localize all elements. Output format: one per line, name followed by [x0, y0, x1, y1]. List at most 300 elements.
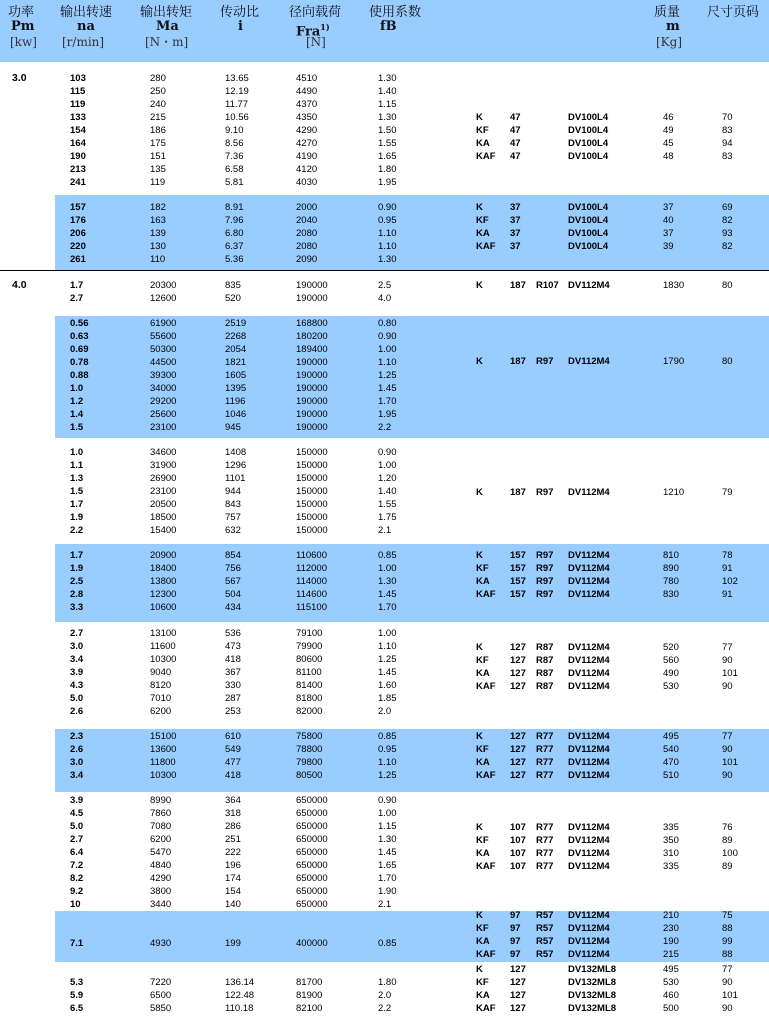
- speed-value: 133: [70, 112, 86, 123]
- speed-value: 2.5: [70, 576, 84, 587]
- torque-value: 3440: [150, 899, 172, 910]
- speed-value: 5.0: [70, 821, 84, 832]
- ratio-value: 122.48: [225, 990, 255, 1001]
- motor-model: DV112M4: [568, 770, 610, 781]
- torque-value: 12300: [150, 589, 177, 600]
- page-ref: 89: [722, 835, 733, 846]
- torque-value: 7860: [150, 808, 172, 819]
- header-power-unit: [kw]: [10, 35, 37, 49]
- ratio-value: 477: [225, 757, 241, 768]
- ratio-value: 567: [225, 576, 241, 587]
- torque-value: 280: [150, 73, 166, 84]
- speed-value: 7.2: [70, 860, 84, 871]
- speed-value: 176: [70, 215, 86, 226]
- speed-value: 1.2: [70, 396, 84, 407]
- service-factor-value: 1.30: [378, 112, 397, 123]
- mass-value: 530: [663, 681, 679, 692]
- ratio-value: 434: [225, 602, 241, 613]
- speed-value: 4.5: [70, 808, 84, 819]
- torque-value: 61900: [150, 318, 177, 329]
- model-size: 157: [510, 576, 526, 587]
- model-size: 107: [510, 861, 526, 872]
- radial-load-value: 4190: [296, 151, 318, 162]
- service-factor-value: 1.95: [378, 409, 397, 420]
- model-type: KF: [476, 215, 489, 226]
- ratio-value: 8.91: [225, 202, 244, 213]
- service-factor-value: 1.10: [378, 357, 397, 368]
- model-size: 107: [510, 835, 526, 846]
- speed-value: 2.7: [70, 628, 84, 639]
- model-pre: R87: [536, 681, 554, 692]
- torque-value: 9040: [150, 667, 172, 678]
- mass-value: 39: [663, 241, 674, 252]
- speed-value: 1.0: [70, 447, 84, 458]
- model-pre: R57: [536, 936, 554, 947]
- page-ref: 90: [722, 655, 733, 666]
- service-factor-value: 1.70: [378, 602, 397, 613]
- mass-value: 49: [663, 125, 674, 136]
- radial-load-value: 81900: [296, 990, 323, 1001]
- ratio-value: 473: [225, 641, 241, 652]
- radial-load-value: 2040: [296, 215, 318, 226]
- radial-load-value: 112000: [296, 563, 327, 574]
- speed-value: 213: [70, 164, 86, 175]
- mass-value: 48: [663, 151, 674, 162]
- service-factor-value: 1.10: [378, 641, 397, 652]
- header-mass-unit: [Kg]: [656, 35, 683, 49]
- speed-value: 6.4: [70, 847, 84, 858]
- radial-load-value: 82100: [296, 1003, 323, 1014]
- page-ref: 69: [722, 202, 733, 213]
- ratio-value: 945: [225, 422, 241, 433]
- radial-load-value: 4370: [296, 99, 318, 110]
- radial-load-value: 650000: [296, 873, 328, 884]
- model-pre: R97: [536, 487, 554, 498]
- model-size: 37: [510, 228, 521, 239]
- model-type: KA: [476, 936, 490, 947]
- model-type: KAF: [476, 241, 496, 252]
- service-factor-value: 1.00: [378, 563, 397, 574]
- motor-model: DV112M4: [568, 910, 610, 921]
- ratio-value: 944: [225, 486, 241, 497]
- motor-model: DV112M4: [568, 668, 610, 679]
- model-type: KA: [476, 757, 490, 768]
- service-factor-value: 1.30: [378, 834, 397, 845]
- speed-value: 0.88: [70, 370, 89, 381]
- mass-value: 335: [663, 822, 679, 833]
- service-factor-value: 2.2: [378, 422, 392, 433]
- service-factor-value: 1.25: [378, 654, 397, 665]
- radial-load-value: 4490: [296, 86, 318, 97]
- radial-load-value: 4290: [296, 125, 318, 136]
- radial-load-value: 190000: [296, 280, 328, 291]
- model-pre: R57: [536, 949, 554, 960]
- radial-load-value: 650000: [296, 834, 328, 845]
- torque-value: 130: [150, 241, 166, 252]
- model-size: 127: [510, 977, 526, 988]
- speed-value: 3.3: [70, 602, 84, 613]
- page-ref: 88: [722, 923, 733, 934]
- motor-model: DV100L4: [568, 202, 609, 213]
- model-pre: R97: [536, 550, 554, 561]
- page-ref: 90: [722, 977, 733, 988]
- motor-model: DV112M4: [568, 356, 610, 367]
- model-size: 97: [510, 923, 521, 934]
- torque-value: 44500: [150, 357, 177, 368]
- torque-value: 3800: [150, 886, 172, 897]
- speed-value: 3.0: [70, 641, 84, 652]
- speed-value: 2.6: [70, 706, 84, 717]
- speed-value: 190: [70, 151, 86, 162]
- service-factor-value: 0.90: [378, 202, 397, 213]
- torque-value: 20900: [150, 550, 177, 561]
- model-type: KF: [476, 977, 489, 988]
- ratio-value: 610: [225, 731, 241, 742]
- radial-load-value: 190000: [296, 370, 328, 381]
- ratio-value: 757: [225, 512, 241, 523]
- radial-load-value: 4350: [296, 112, 318, 123]
- service-factor-value: 1.25: [378, 770, 397, 781]
- service-factor-value: 1.65: [378, 860, 397, 871]
- service-factor-value: 0.80: [378, 318, 397, 329]
- ratio-value: 2519: [225, 318, 247, 329]
- motor-model: DV112M4: [568, 563, 610, 574]
- motor-model: DV100L4: [568, 125, 609, 136]
- ratio-value: 1046: [225, 409, 247, 420]
- ratio-value: 835: [225, 280, 241, 291]
- speed-value: 2.3: [70, 731, 84, 742]
- mass-value: 470: [663, 757, 679, 768]
- model-size: 47: [510, 125, 521, 136]
- torque-value: 5850: [150, 1003, 172, 1014]
- motor-model: DV112M4: [568, 923, 610, 934]
- ratio-value: 11.77: [225, 99, 249, 110]
- header-speed-sym: na: [77, 19, 95, 34]
- speed-value: 6.5: [70, 1003, 84, 1014]
- model-type: KF: [476, 923, 489, 934]
- model-size: 107: [510, 848, 526, 859]
- service-factor-value: 0.85: [378, 550, 397, 561]
- page-ref: 90: [722, 770, 733, 781]
- model-size: 97: [510, 910, 521, 921]
- radial-load-value: 114000: [296, 576, 327, 587]
- torque-value: 20500: [150, 499, 177, 510]
- torque-value: 18400: [150, 563, 177, 574]
- speed-value: 5.0: [70, 693, 84, 704]
- model-size: 157: [510, 550, 526, 561]
- radial-load-value: 4510: [296, 73, 318, 84]
- model-size: 157: [510, 563, 526, 574]
- page-ref: 80: [722, 356, 733, 367]
- service-factor-value: 1.15: [378, 821, 397, 832]
- radial-load-value: 81100: [296, 667, 322, 678]
- motor-model: DV112M4: [568, 949, 610, 960]
- radial-load-value: 650000: [296, 886, 328, 897]
- radial-load-value: 650000: [296, 808, 328, 819]
- torque-value: 20300: [150, 280, 177, 291]
- torque-value: 23100: [150, 422, 177, 433]
- ratio-value: 536: [225, 628, 241, 639]
- motor-model: DV112M4: [568, 642, 610, 653]
- header-speed-zh: 输出转速: [60, 5, 113, 20]
- model-pre: R87: [536, 642, 554, 653]
- mass-value: 37: [663, 202, 674, 213]
- model-size: 127: [510, 668, 526, 679]
- model-size: 37: [510, 202, 521, 213]
- model-type: KA: [476, 990, 490, 1001]
- speed-value: 1.7: [70, 280, 84, 291]
- header-power-zh: 功率: [8, 5, 35, 20]
- ratio-value: 12.19: [225, 86, 249, 97]
- ratio-value: 1821: [225, 357, 247, 368]
- motor-model: DV112M4: [568, 487, 610, 498]
- radial-load-value: 75800: [296, 731, 323, 742]
- model-type: K: [476, 731, 483, 742]
- torque-value: 7010: [150, 693, 172, 704]
- ratio-value: 7.96: [225, 215, 244, 226]
- speed-value: 8.2: [70, 873, 84, 884]
- model-type: K: [476, 280, 483, 291]
- motor-model: DV112M4: [568, 576, 610, 587]
- service-factor-value: 2.2: [378, 1003, 392, 1014]
- ratio-value: 364: [225, 795, 241, 806]
- page-ref: 83: [722, 125, 733, 136]
- model-type: KAF: [476, 681, 496, 692]
- page-ref: 80: [722, 280, 733, 291]
- ratio-value: 9.10: [225, 125, 244, 136]
- motor-model: DV112M4: [568, 757, 610, 768]
- torque-value: 6500: [150, 990, 172, 1001]
- service-factor-value: 1.55: [378, 499, 397, 510]
- ratio-value: 843: [225, 499, 241, 510]
- model-type: KF: [476, 655, 489, 666]
- service-factor-value: 0.90: [378, 447, 397, 458]
- ratio-value: 1101: [225, 473, 246, 484]
- page-ref: 90: [722, 744, 733, 755]
- ratio-value: 13.65: [225, 73, 249, 84]
- torque-value: 25600: [150, 409, 177, 420]
- torque-value: 12600: [150, 293, 177, 304]
- motor-model: DV112M4: [568, 655, 610, 666]
- torque-value: 182: [150, 202, 166, 213]
- mass-value: 495: [663, 964, 679, 975]
- header-radial-zh: 径向载荷: [289, 5, 342, 20]
- power-value: 4.0: [12, 279, 27, 291]
- header-torque-sym: Ma: [156, 19, 179, 34]
- model-type: K: [476, 356, 483, 367]
- mass-value: 490: [663, 668, 679, 679]
- torque-value: 31900: [150, 460, 177, 471]
- torque-value: 13600: [150, 744, 177, 755]
- ratio-value: 1408: [225, 447, 247, 458]
- ratio-value: 854: [225, 550, 241, 561]
- speed-value: 0.56: [70, 318, 89, 329]
- model-size: 47: [510, 151, 521, 162]
- speed-value: 1.4: [70, 409, 84, 420]
- ratio-value: 251: [225, 834, 241, 845]
- speed-value: 115: [70, 86, 86, 97]
- model-pre: R77: [536, 861, 554, 872]
- torque-value: 151: [150, 151, 166, 162]
- ratio-value: 549: [225, 744, 241, 755]
- torque-value: 4930: [150, 938, 172, 949]
- radial-load-value: 81400: [296, 680, 323, 691]
- torque-value: 50300: [150, 344, 177, 355]
- model-type: K: [476, 910, 483, 921]
- service-factor-value: 1.00: [378, 460, 397, 471]
- torque-value: 11600: [150, 641, 176, 652]
- torque-value: 39300: [150, 370, 177, 381]
- model-type: K: [476, 112, 483, 123]
- ratio-value: 367: [225, 667, 241, 678]
- mass-value: 210: [663, 910, 679, 921]
- header-mass-zh: 质量: [654, 5, 681, 20]
- service-factor-value: 1.20: [378, 473, 397, 484]
- motor-model: DV100L4: [568, 228, 609, 239]
- radial-load-value: 80600: [296, 654, 323, 665]
- service-factor-value: 0.95: [378, 215, 397, 226]
- speed-value: 103: [70, 73, 86, 84]
- torque-value: 15100: [150, 731, 177, 742]
- model-type: KF: [476, 835, 489, 846]
- speed-value: 3.0: [70, 757, 84, 768]
- radial-load-value: 190000: [296, 396, 328, 407]
- header-radial-unit: [N]: [306, 35, 326, 49]
- page-ref: 101: [722, 668, 738, 679]
- speed-value: 2.7: [70, 293, 84, 304]
- mass-value: 460: [663, 990, 679, 1001]
- mass-value: 780: [663, 576, 679, 587]
- model-type: K: [476, 550, 483, 561]
- ratio-value: 140: [225, 899, 241, 910]
- model-pre: R87: [536, 668, 554, 679]
- model-type: KA: [476, 138, 490, 149]
- model-pre: R97: [536, 576, 554, 587]
- ratio-value: 418: [225, 770, 241, 781]
- model-pre: R97: [536, 356, 554, 367]
- mass-value: 40: [663, 215, 674, 226]
- service-factor-value: 2.1: [378, 899, 392, 910]
- model-pre: R57: [536, 910, 554, 921]
- torque-value: 34000: [150, 383, 177, 394]
- power-value: 3.0: [12, 72, 27, 84]
- model-size: 127: [510, 964, 526, 975]
- page-ref: 76: [722, 822, 733, 833]
- service-factor-value: 1.45: [378, 589, 397, 600]
- ratio-value: 10.56: [225, 112, 249, 123]
- model-size: 127: [510, 990, 526, 1001]
- page-ref: 100: [722, 848, 738, 859]
- service-factor-value: 1.85: [378, 693, 397, 704]
- radial-load-value: 2080: [296, 241, 318, 252]
- mass-value: 1790: [663, 356, 685, 367]
- mass-value: 310: [663, 848, 679, 859]
- speed-value: 157: [70, 202, 86, 213]
- header-ratio-zh: 传动比: [220, 5, 260, 20]
- model-type: K: [476, 964, 483, 975]
- torque-value: 10300: [150, 654, 177, 665]
- model-size: 37: [510, 215, 521, 226]
- mass-value: 46: [663, 112, 674, 123]
- model-pre: R87: [536, 655, 554, 666]
- model-size: 47: [510, 112, 521, 123]
- speed-value: 4.3: [70, 680, 84, 691]
- mass-value: 215: [663, 949, 679, 960]
- page-ref: 93: [722, 228, 733, 239]
- model-size: 127: [510, 642, 526, 653]
- motor-model: DV132ML8: [568, 990, 617, 1001]
- torque-value: 7220: [150, 977, 172, 988]
- model-pre: R77: [536, 744, 554, 755]
- model-pre: R57: [536, 923, 554, 934]
- mass-value: 230: [663, 923, 679, 934]
- ratio-value: 418: [225, 654, 241, 665]
- ratio-value: 136.14: [225, 977, 255, 988]
- model-size: 97: [510, 949, 521, 960]
- mass-value: 810: [663, 550, 679, 561]
- torque-value: 26900: [150, 473, 177, 484]
- ratio-value: 1196: [225, 396, 246, 407]
- torque-value: 55600: [150, 331, 177, 342]
- page-ref: 79: [722, 487, 733, 498]
- radial-load-value: 4030: [296, 177, 318, 188]
- radial-load-value: 150000: [296, 525, 328, 536]
- motor-model: DV100L4: [568, 241, 609, 252]
- radial-load-value: 79800: [296, 757, 323, 768]
- radial-load-value: 78800: [296, 744, 323, 755]
- header-service-zh: 使用系数: [369, 5, 422, 20]
- ratio-value: 253: [225, 706, 241, 717]
- model-pre: R77: [536, 848, 554, 859]
- speed-value: 206: [70, 228, 86, 239]
- service-factor-value: 1.65: [378, 151, 397, 162]
- torque-value: 7080: [150, 821, 172, 832]
- mass-value: 190: [663, 936, 679, 947]
- page-ref: 78: [722, 550, 733, 561]
- mass-value: 350: [663, 835, 679, 846]
- page-ref: 89: [722, 861, 733, 872]
- model-type: KAF: [476, 770, 496, 781]
- speed-value: 2.7: [70, 834, 84, 845]
- radial-load-value: 150000: [296, 473, 328, 484]
- page-ref: 75: [722, 910, 733, 921]
- service-factor-value: 1.00: [378, 628, 397, 639]
- torque-value: 175: [150, 138, 166, 149]
- header-torque-zh: 输出转矩: [140, 5, 193, 20]
- torque-value: 6200: [150, 834, 172, 845]
- model-size: 127: [510, 681, 526, 692]
- speed-value: 9.2: [70, 886, 84, 897]
- motor-model: DV112M4: [568, 681, 610, 692]
- radial-load-value: 2080: [296, 228, 318, 239]
- radial-load-value: 79100: [296, 628, 323, 639]
- ratio-value: 286: [225, 821, 241, 832]
- radial-load-value: 115100: [296, 602, 327, 613]
- ratio-value: 5.81: [225, 177, 244, 188]
- page-ref: 99: [722, 936, 733, 947]
- model-pre: R77: [536, 731, 554, 742]
- model-size: 37: [510, 241, 521, 252]
- radial-load-value: 150000: [296, 499, 328, 510]
- torque-value: 15400: [150, 525, 177, 536]
- model-type: KF: [476, 563, 489, 574]
- radial-load-value: 190000: [296, 357, 328, 368]
- service-factor-value: 2.1: [378, 525, 392, 536]
- speed-value: 241: [70, 177, 86, 188]
- mass-value: 520: [663, 642, 679, 653]
- model-type: K: [476, 487, 483, 498]
- model-size: 127: [510, 744, 526, 755]
